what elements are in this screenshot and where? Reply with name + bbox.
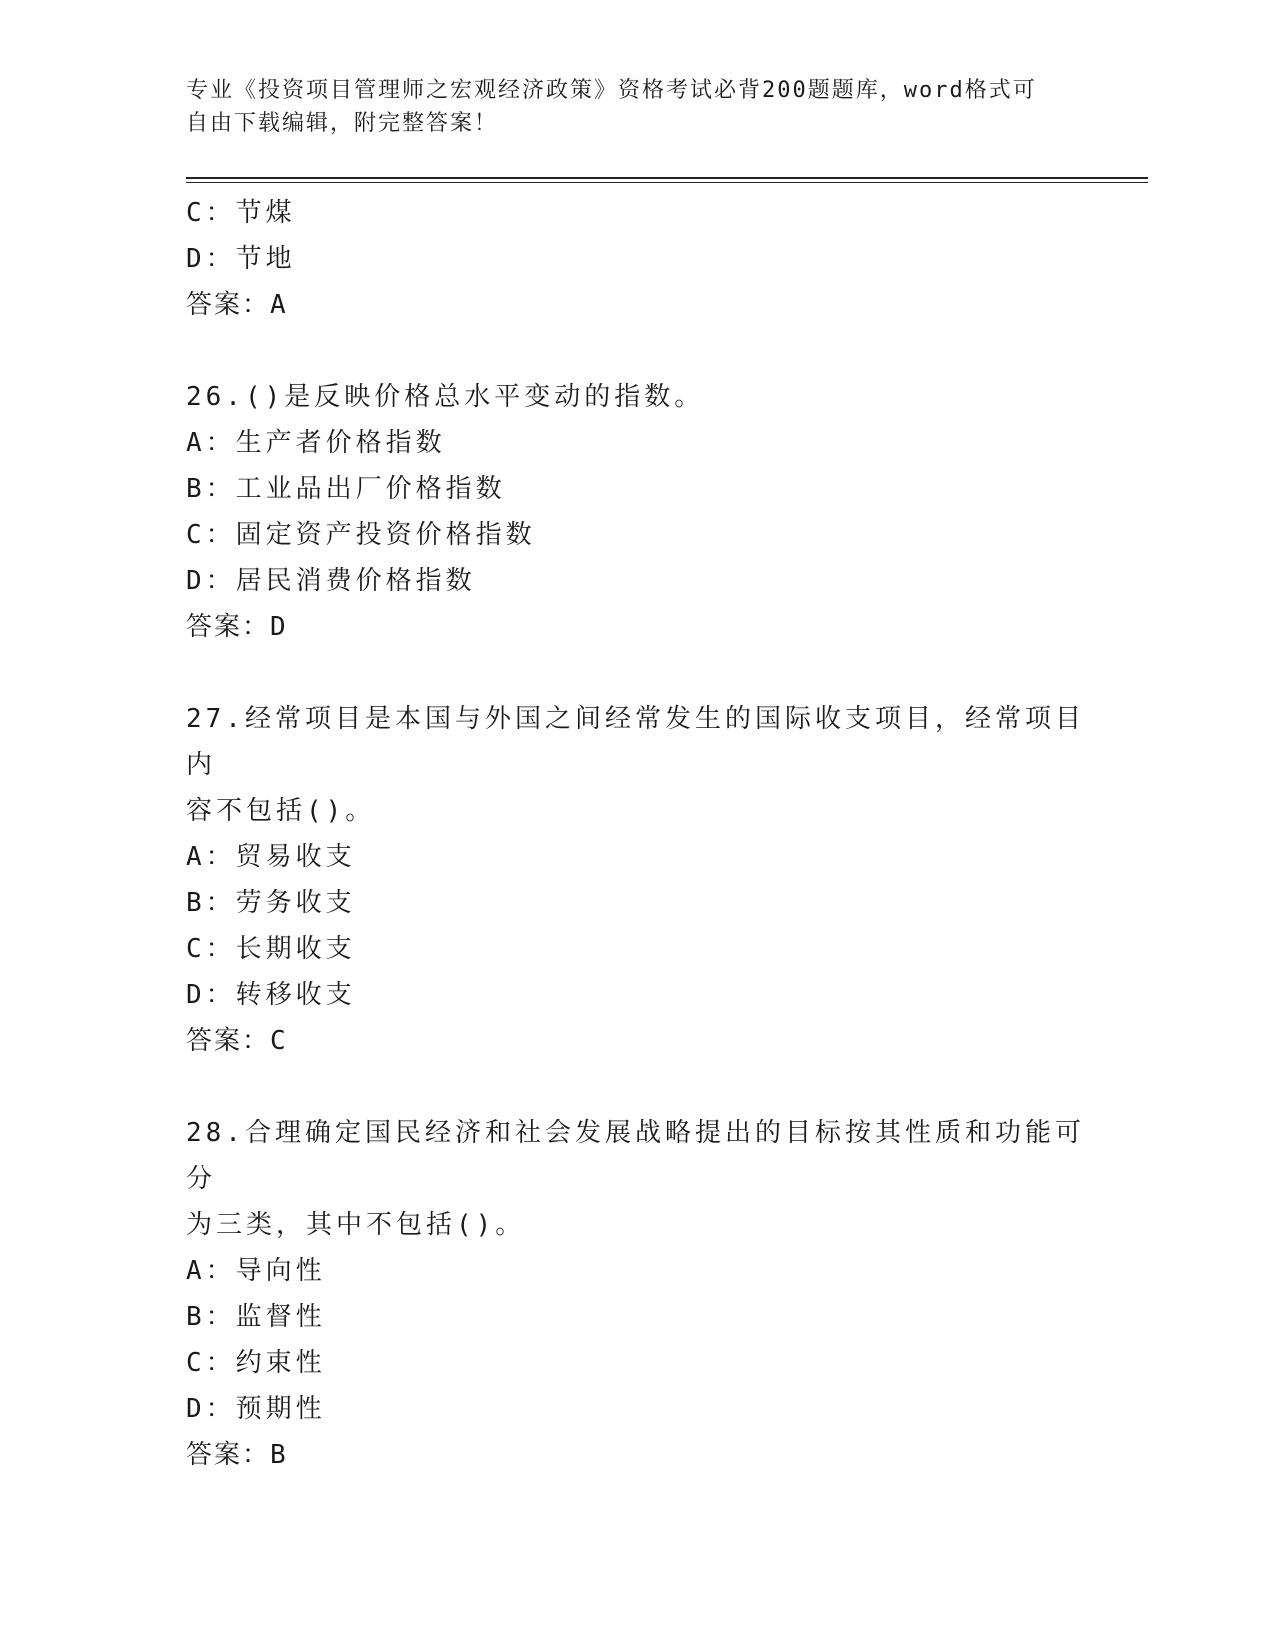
option-d: D：节地: [186, 244, 296, 274]
answer-label: 答案：: [186, 1440, 271, 1470]
option-a: A：贸易收支: [186, 842, 356, 872]
header-divider-thin: [186, 182, 1148, 183]
option-c: C：节煤: [186, 198, 296, 228]
question-stem: 26.()是反映价格总水平变动的指数。: [186, 382, 705, 412]
answer-line: [186, 1432, 1086, 1478]
question-stem-line-1: 28.合理确定国民经济和社会发展战略提出的目标按其性质和功能可分: [186, 1118, 1085, 1194]
header-line-1: 专业《投资项目管理师之宏观经济政策》资格考试必背200题题库，word格式可: [186, 78, 1037, 103]
carryover-question: [186, 190, 1086, 328]
option-c: C：约束性: [186, 1348, 326, 1378]
answer-label: 答案：: [186, 290, 271, 320]
option-b: B：劳务收支: [186, 888, 356, 918]
option-d: D：居民消费价格指数: [186, 566, 476, 596]
question-stem-line-2: 容不包括()。: [186, 796, 376, 826]
document-body: [186, 190, 1086, 1478]
question-stem-line-1: 27.经常项目是本国与外国之间经常发生的国际收支项目，经常项目内: [186, 704, 1085, 780]
document-header: [186, 74, 1086, 140]
question-stem-line-2: 为三类，其中不包括()。: [186, 1210, 526, 1240]
option-c: C：固定资产投资价格指数: [186, 520, 536, 550]
option-b: B：工业品出厂价格指数: [186, 474, 506, 504]
option-b: B：监督性: [186, 1302, 326, 1332]
answer-line: [186, 282, 1086, 328]
option-a: A：生产者价格指数: [186, 428, 446, 458]
option-d: D：预期性: [186, 1394, 326, 1424]
answer-value: D: [270, 612, 288, 642]
answer-value: B: [270, 1440, 288, 1470]
answer-value: C: [270, 1026, 288, 1056]
option-a: A：导向性: [186, 1256, 326, 1286]
answer-line: [186, 604, 1086, 650]
question-26: [186, 374, 1086, 650]
question-28: [186, 1110, 1086, 1478]
answer-line: [186, 1018, 1086, 1064]
answer-label: 答案：: [186, 1026, 271, 1056]
option-d: D：转移收支: [186, 980, 356, 1010]
option-c: C：长期收支: [186, 934, 356, 964]
answer-value: A: [270, 290, 288, 320]
header-line-2: 自由下载编辑，附完整答案！: [186, 111, 499, 136]
answer-label: 答案：: [186, 612, 271, 642]
question-27: [186, 696, 1086, 1064]
header-divider-thick: [186, 177, 1148, 179]
